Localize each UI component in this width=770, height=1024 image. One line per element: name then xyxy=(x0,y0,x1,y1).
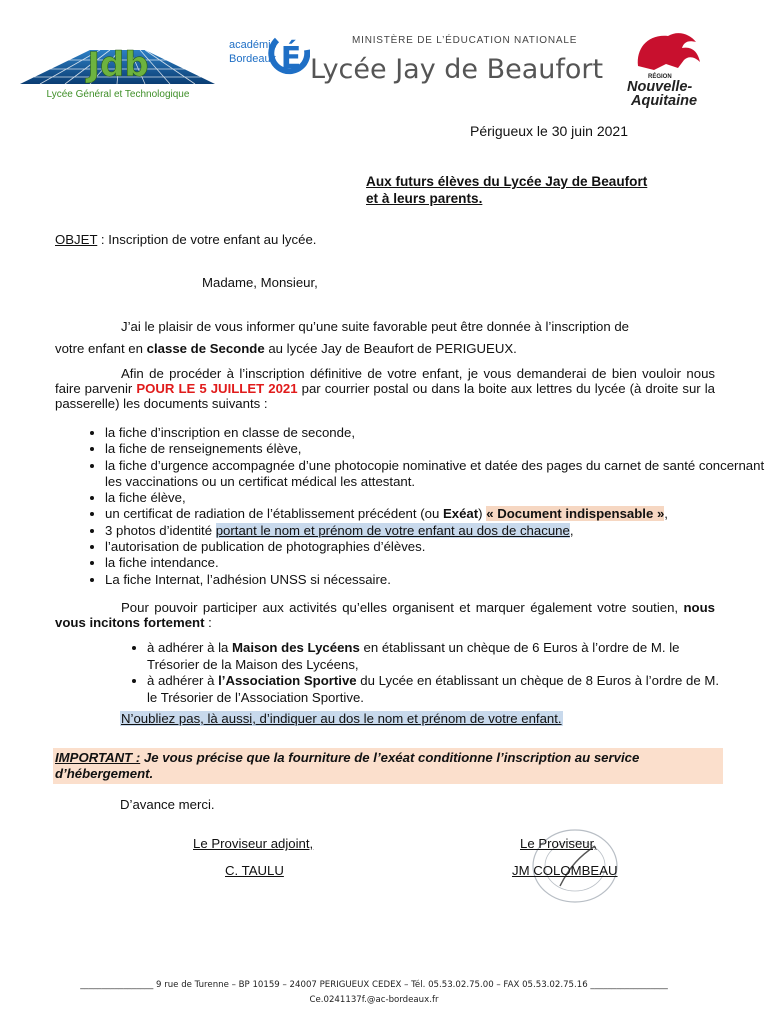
photos-highlight: portant le nom et prénom de votre enfant au dos de chacune xyxy=(215,522,570,538)
adjoint-title: Le Proviseur adjoint, xyxy=(193,836,314,851)
proviseur-title: Le Proviseur, xyxy=(520,836,597,851)
salutation: Madame, Monsieur, xyxy=(202,275,318,290)
list-item: • à adhérer à l’Association Sportive du Lycée en établissant un chèque de 8 Euros à l’ordre de M. le Trésorier de l’Association Sportive. xyxy=(147,673,727,706)
exeat-bold: Exéat xyxy=(442,506,479,522)
list-item: • un certificat de radiation de l’établissement précédent (ou Exéat) « Document indispensable », xyxy=(105,506,770,522)
deadline-red: POUR LE 5 JUILLET 2021 xyxy=(136,381,298,396)
lycee-title: Lycée Jay de Beaufort xyxy=(310,54,604,85)
recipient-address xyxy=(366,173,647,207)
association-sportive-bold: l’Association Sportive xyxy=(218,673,357,688)
recipient-line-1: Aux futurs élèves du Lycée Jay de Beaufort xyxy=(366,174,648,189)
paragraph-1-line-b xyxy=(55,338,725,360)
region-line2: Aquitaine xyxy=(631,93,698,108)
document-indispensable-highlight: « Document indispensable » xyxy=(486,506,665,522)
list-item: • la fiche intendance. xyxy=(105,555,770,571)
closing-thanks: D’avance merci. xyxy=(120,797,215,812)
objet-label: OBJET xyxy=(55,232,98,247)
jdb-logo xyxy=(20,42,215,102)
jdb-logo-caption: Lycée Général et Technologique xyxy=(46,89,190,100)
proviseur-name: JM COLOMBEAU xyxy=(512,863,618,878)
footer-email: Ce.0241137f.@ac-bordeaux.fr xyxy=(309,995,439,1005)
list-item: • la fiche d’inscription en classe de seconde, xyxy=(105,425,770,441)
important-label: IMPORTANT : xyxy=(55,750,141,765)
paragraph-3: Pour pouvoir participer aux activités qu’elles organisent et marquer également votre soutien, nous vous incitons fortement : xyxy=(55,600,715,630)
objet-text: : Inscription de votre enfant au lycée. xyxy=(97,232,317,247)
academie-logo xyxy=(225,18,310,80)
list-item: • l’autorisation de publication de photographies d’élèves. xyxy=(105,539,770,555)
adjoint-name: C. TAULU xyxy=(225,863,284,878)
list-item: • 3 photos d’identité portant le nom et prénom de votre enfant au dos de chacune, xyxy=(105,523,770,539)
region-line1: Nouvelle- xyxy=(627,79,693,95)
list-item: • la fiche de renseignements élève, xyxy=(105,441,770,457)
letter-date: Périgueux le 30 juin 2021 xyxy=(470,123,629,139)
ministere-label: MINISTÈRE DE L’ÉDUCATION NATIONALE xyxy=(352,35,578,46)
paragraph-2 xyxy=(55,366,715,411)
p1-b2: au lycée Jay de Beaufort de PERIGUEUX. xyxy=(264,341,517,356)
academie-line2: Bordeaux xyxy=(229,53,277,65)
important-text: Je vous précise que la fourniture de l’exéat conditionne l’inscription au service d’hébergement. xyxy=(55,750,640,781)
p2-a: Afin de procéder à l’inscription définitive de votre enfant, je vous demanderai de bien vouloir nous faire parvenir xyxy=(55,366,715,396)
p1-b1: votre enfant en xyxy=(55,341,147,356)
svg-text:É: É xyxy=(280,41,302,76)
paragraph-1-line-a: J’ai le plaisir de vous informer qu’une suite favorable peut être donnée à l’inscription de xyxy=(121,319,630,334)
list-item: • à adhérer à la Maison des Lycéens en établissant un chèque de 6 Euros à l’ordre de M. le Trésorier de la Maison des Lycéens, xyxy=(147,640,727,673)
list-item: • La fiche Internat, l’adhésion UNSS si nécessaire. xyxy=(105,572,770,588)
region-logo xyxy=(618,28,718,108)
objet-line xyxy=(55,232,316,247)
jdb-logo-letters: Jdb xyxy=(87,45,149,85)
p2-b: par courrier postal ou dans la boite aux lettres du lycée (à droite sur la passerelle) les documents suivants : xyxy=(55,381,715,411)
maison-lyceens-bold: Maison des Lycéens xyxy=(232,640,360,655)
paragraph-1 xyxy=(55,316,725,360)
footer-address: _________________ 9 rue de Turenne – BP 10159 – 24007 PERIGUEUX CEDEX – Tél. 05.53.02.75.00 – FAX 05.53.02.75.16 __________________ xyxy=(80,980,668,990)
reminder-note: N’oubliez pas, là aussi, d’indiquer au dos le nom et prénom de votre enfant. xyxy=(121,711,562,726)
list-item: • la fiche élève, xyxy=(105,490,770,506)
important-box xyxy=(53,748,723,784)
region-small: RÉGION xyxy=(648,74,672,80)
academie-line1: académie xyxy=(229,39,277,51)
association-list xyxy=(100,640,727,706)
recipient-line-2: et à leurs parents. xyxy=(366,191,483,206)
p1-bold: classe de Seconde xyxy=(146,341,265,356)
list-item: • la fiche d’urgence accompagnée d’une photocopie nominative et datée des pages du carnet de santé concernant les vaccinations ou un certificat médical les attestant. xyxy=(105,458,770,491)
documents-list xyxy=(55,425,770,588)
p3-bold: nous vous incitons fortement xyxy=(55,600,715,630)
